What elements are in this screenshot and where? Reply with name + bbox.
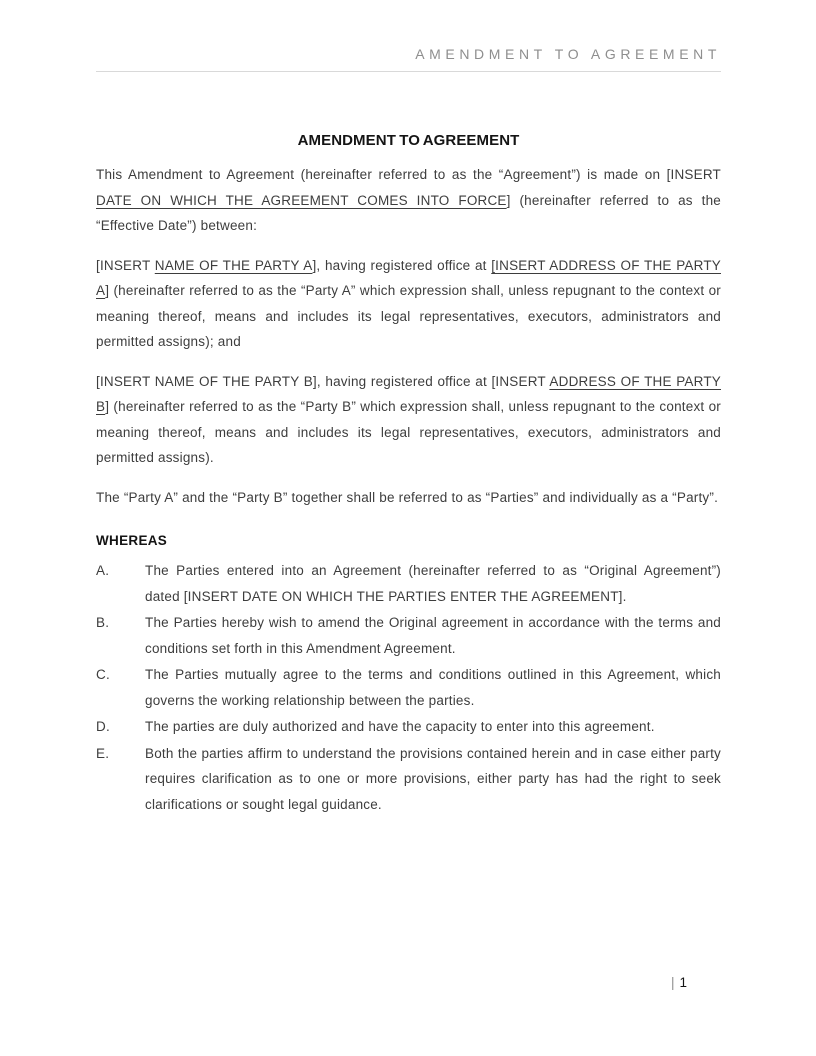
recital-label: C.: [96, 667, 110, 682]
recital-label: E.: [96, 745, 110, 761]
paragraph-text: The “Party A” and the “Party B” together shall be referred to as “Parties” and individually as a “Party”.: [96, 489, 719, 505]
paragraph-text: ] (hereinafter referred to as the “Party A” which expression shall, unless repugnant to the context or meaning thereof, means and includes its legal representatives, executors, administrators and permitted assigns); and: [96, 283, 721, 349]
recital-item-c: [96, 662, 721, 713]
recital-item-e: [96, 741, 721, 818]
page-footer: [671, 974, 687, 992]
recital-label: B.: [96, 615, 110, 630]
intro-paragraphs: [96, 162, 721, 510]
recital-text: The Parties entered into an Agreement (hereinafter referred to as “Original Agreement”) dated [INSERT DATE ON WHICH THE PARTIES ENTER THE AGREEMENT].: [145, 563, 721, 604]
document-title: AMENDMENT TO AGREEMENT: [297, 132, 520, 149]
footer-separator: |: [671, 975, 675, 990]
recital-text: Both the parties affirm to understand the provisions contained herein and in case either party requires clarification as to one or more provisions, either party has had the right to seek clarifications or sought legal guidance.: [145, 745, 721, 812]
recital-item-d: [96, 714, 721, 740]
recital-label: D.: [96, 719, 110, 734]
paragraph-1: [96, 162, 721, 239]
paragraph-text: This Amendment to Agreement (hereinafter referred to as the “Agreement”) is made on [INSERT: [96, 167, 721, 182]
paragraph-2: [96, 253, 721, 355]
recital-text: The parties are duly authorized and have the capacity to enter into this agreement.: [145, 719, 655, 734]
paragraph-text: [INSERT NAME OF THE PARTY B], having registered office at [INSERT: [96, 373, 550, 389]
insert-field: DATE ON WHICH THE AGREEMENT COMES INTO FORCE: [96, 192, 507, 208]
recital-item-b: [96, 610, 721, 661]
recital-label: A.: [96, 563, 110, 578]
document-body: [96, 132, 721, 817]
page-number: 1: [679, 975, 688, 990]
recital-text: The Parties mutually agree to the terms and conditions outlined in this Agreement, which governs the working relationship between the parties.: [145, 667, 721, 708]
paragraph-text: ] (hereinafter referred to as the “Effective Date”) between:: [96, 192, 721, 233]
insert-field: NAME OF THE PARTY A: [154, 257, 313, 273]
recitals-list: [96, 558, 721, 817]
insert-field: ADDRESS OF THE PARTY B: [96, 373, 721, 414]
recital-text: The Parties hereby wish to amend the Original agreement in accordance with the terms and conditions set forth in this Amendment Agreement.: [145, 615, 721, 656]
paragraph-text: ], having registered office at: [312, 257, 492, 273]
paragraph-4: [96, 485, 721, 511]
paragraph-3: [96, 369, 721, 471]
paragraph-text: ] (hereinafter referred to as the “Party B” which expression shall, unless repugnant to the context or meaning thereof, means and includes its legal representatives, executors, administrators and permitted assigns).: [96, 399, 721, 465]
paragraph-text: [INSERT: [96, 257, 155, 273]
running-header: [96, 0, 721, 72]
running-header-title: AMENDMENT TO AGREEMENT: [415, 46, 721, 62]
whereas-heading: WHEREAS: [96, 533, 168, 548]
recital-item-a: [96, 558, 721, 609]
insert-field: [INSERT ADDRESS OF THE PARTY A: [96, 257, 721, 298]
